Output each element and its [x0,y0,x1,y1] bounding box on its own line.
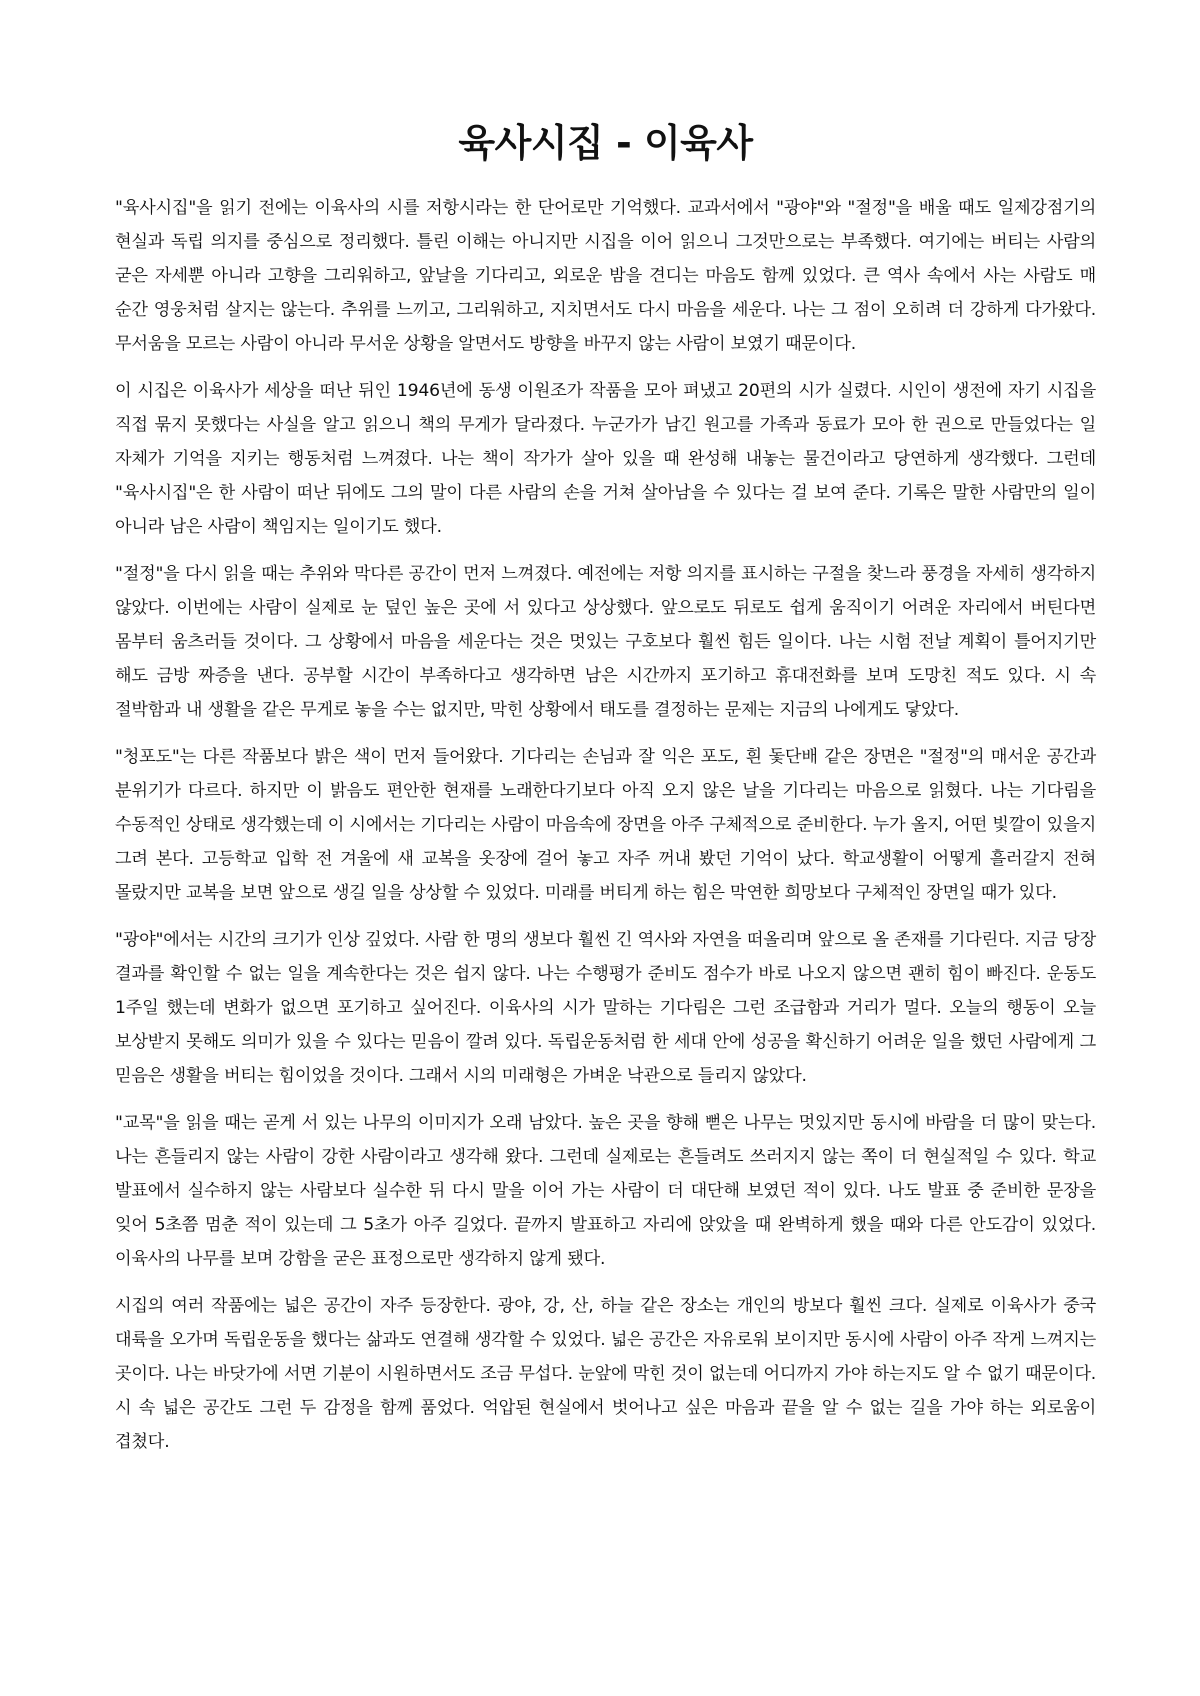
paragraph: "교목"을 읽을 때는 곧게 서 있는 나무의 이미지가 오래 남았다. 높은 곳을 향해 뻗은 나무는 멋있지만 동시에 바람을 더 많이 맞는다. 나는 흔들리지 않는 사람이 강한 사람이라고 생각해 왔다. 그런데 실제로는 흔들려도 쓰러지지 않는 쪽이 더 현실적일 수 있다. 학교 발표에서 실수하지 않는 사람보다 실수한 뒤 다시 말을 이어 가는 사람이 더 대단해 보였던 적이 있다. 나도 발표 중 준비한 문장을 잊어 5초쯤 멈춘 적이 있는데 그 5초가 아주 길었다. 끝까지 발표하고 자리에 앉았을 때 완벽하게 했을 때와 다른 안도감이 있었다. 이육사의 나무를 보며 강함을 굳은 표정으로만 생각하지 않게 됐다. [115,1113,1096,1269]
paragraph: "육사시집"을 읽기 전에는 이육사의 시를 저항시라는 한 단어로만 기억했다. 교과서에서 "광야"와 "절정"을 배울 때도 일제강점기의 현실과 독립 의지를 중심으로 정리했다. 틀린 이해는 아니지만 시집을 이어 읽으니 그것만으로는 부족했다. 여기에는 버티는 사람의 굳은 자세뿐 아니라 고향을 그리워하고, 앞날을 기다리고, 외로운 밤을 견디는 마음도 함께 있었다. 큰 역사 속에서 사는 사람도 매 순간 영웅처럼 살지는 않는다. 추위를 느끼고, 그리워하고, 지치면서도 다시 마음을 세운다. 나는 그 점이 오히려 더 강하게 다가왔다. 무서움을 모르는 사람이 아니라 무서운 상황을 알면서도 방향을 바꾸지 않는 사람이 보였기 때문이다. [115,198,1096,354]
document-body [115,191,1096,1459]
paragraph: "청포도"는 다른 작품보다 밝은 색이 먼저 들어왔다. 기다리는 손님과 잘 익은 포도, 흰 돛단배 같은 장면은 "절정"의 매서운 공간과 분위기가 다르다. 하지만 이 밝음도 편안한 현재를 노래한다기보다 아직 오지 않은 날을 기다리는 마음으로 읽혔다. 나는 기다림을 수동적인 상태로 생각했는데 이 시에서는 기다리는 사람이 마음속에 장면을 아주 구체적으로 준비한다. 누가 올지, 어떤 빛깔이 있을지 그려 본다. 고등학교 입학 전 겨울에 새 교복을 옷장에 걸어 놓고 자주 꺼내 봤던 기억이 났다. 학교생활이 어떻게 흘러갈지 전혀 몰랐지만 교복을 보면 앞으로 생길 일을 상상할 수 있었다. 미래를 버티게 하는 힘은 막연한 희망보다 구체적인 장면일 때가 있다. [115,747,1096,903]
paragraph: 시집의 여러 작품에는 넓은 공간이 자주 등장한다. 광야, 강, 산, 하늘 같은 장소는 개인의 방보다 훨씬 크다. 실제로 이육사가 중국 대륙을 오가며 독립운동을 했다는 삶과도 연결해 생각할 수 있었다. 넓은 공간은 자유로워 보이지만 동시에 사람이 아주 작게 느껴지는 곳이다. 나는 바닷가에 서면 기분이 시원하면서도 조금 무섭다. 눈앞에 막힌 것이 없는데 어디까지 가야 하는지도 알 수 없기 때문이다. 시 속 넓은 공간도 그런 두 감정을 함께 품었다. 억압된 현실에서 벗어나고 싶은 마음과 끝을 알 수 없는 길을 가야 하는 외로움이 겹쳤다. [115,1296,1096,1452]
paragraph: 이 시집은 이육사가 세상을 떠난 뒤인 1946년에 동생 이원조가 작품을 모아 펴냈고 20편의 시가 실렸다. 시인이 생전에 자기 시집을 직접 묶지 못했다는 사실을 알고 읽으니 책의 무게가 달라졌다. 누군가가 남긴 원고를 가족과 동료가 모아 한 권으로 만들었다는 일 자체가 기억을 지키는 행동처럼 느껴졌다. 나는 책이 작가가 살아 있을 때 완성해 내놓는 물건이라고 당연하게 생각했다. 그런데 "육사시집"은 한 사람이 떠난 뒤에도 그의 말이 다른 사람의 손을 거쳐 살아남을 수 있다는 걸 보여 준다. 기록은 말한 사람만의 일이 아니라 남은 사람이 책임지는 일이기도 했다. [115,381,1096,537]
paragraph: "광야"에서는 시간의 크기가 인상 깊었다. 사람 한 명의 생보다 훨씬 긴 역사와 자연을 떠올리며 앞으로 올 존재를 기다린다. 지금 당장 결과를 확인할 수 없는 일을 계속한다는 것은 쉽지 않다. 나는 수행평가 준비도 점수가 바로 나오지 않으면 괜히 힘이 빠진다. 운동도 1주일 했는데 변화가 없으면 포기하고 싶어진다. 이육사의 시가 말하는 기다림은 그런 조급함과 거리가 멀다. 오늘의 행동이 오늘 보상받지 못해도 의미가 있을 수 있다는 믿음이 깔려 있다. 독립운동처럼 한 세대 안에 성공을 확신하기 어려운 일을 했던 사람에게 그 믿음은 생활을 버티는 힘이었을 것이다. 그래서 시의 미래형은 가벼운 낙관으로 들리지 않았다. [115,930,1096,1086]
document-title: 육사시집 - 이육사 [458,121,753,165]
paragraph: "절정"을 다시 읽을 때는 추위와 막다른 공간이 먼저 느껴졌다. 예전에는 저항 의지를 표시하는 구절을 찾느라 풍경을 자세히 생각하지 않았다. 이번에는 사람이 실제로 눈 덮인 높은 곳에 서 있다고 상상했다. 앞으로도 뒤로도 쉽게 움직이기 어려운 자리에서 버틴다면 몸부터 움츠러들 것이다. 그 상황에서 마음을 세운다는 것은 멋있는 구호보다 훨씬 힘든 일이다. 나는 시험 전날 계획이 틀어지기만 해도 금방 짜증을 낸다. 공부할 시간이 부족하다고 생각하면 남은 시간까지 포기하고 휴대전화를 보며 도망친 적도 있다. 시 속 절박함과 내 생활을 같은 무게로 놓을 수는 없지만, 막힌 상황에서 태도를 결정하는 문제는 지금의 나에게도 닿았다. [115,564,1096,720]
